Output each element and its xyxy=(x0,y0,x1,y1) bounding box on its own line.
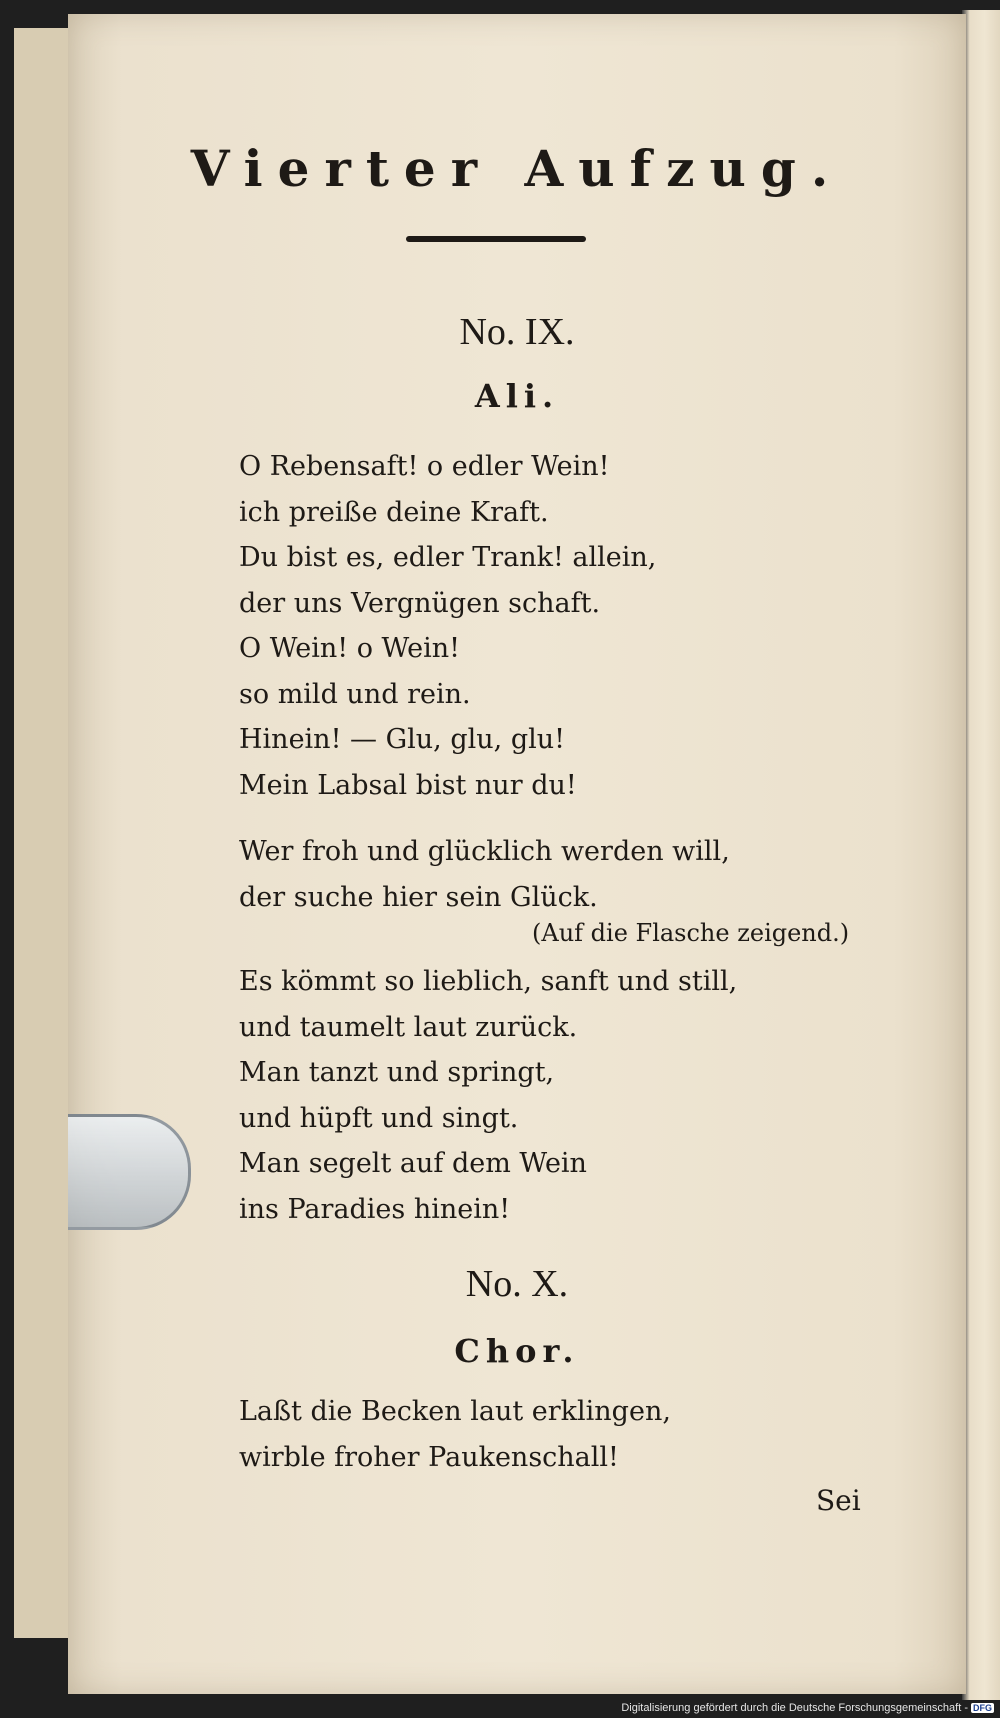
number-heading-x: No. X. xyxy=(465,1263,569,1305)
title-rule xyxy=(406,236,586,242)
book-page xyxy=(68,14,966,1694)
verse-line: ins Paradies hinein! xyxy=(239,1193,511,1225)
page-content xyxy=(68,14,966,1694)
verse-line: Man segelt auf dem Wein xyxy=(239,1148,587,1179)
verse-line: der suche hier sein Glück. xyxy=(239,881,598,913)
verse-chor xyxy=(239,1389,859,1480)
dfg-logo-icon: DFG xyxy=(973,1703,992,1713)
verse-stanza-2a xyxy=(239,829,859,920)
verse-line: und taumelt laut zurück. xyxy=(239,1011,578,1043)
verse-stanza-2b xyxy=(239,959,859,1232)
verse-line: Wer froh und glücklich werden will, xyxy=(239,836,730,867)
facing-page-edge xyxy=(962,10,1000,1700)
stage-direction: (Auf die Flasche zeigend.) xyxy=(532,919,850,947)
speaker-ali: Ali. xyxy=(474,377,560,415)
digitization-footer xyxy=(621,1702,994,1714)
verse-line: Man tanzt und springt, xyxy=(239,1057,555,1088)
verse-line: so mild und rein. xyxy=(239,678,471,710)
catchword: Sei xyxy=(816,1484,861,1517)
act-title: Vierter Aufzug. xyxy=(190,139,844,198)
verse-line: Mein Labsal bist nur du! xyxy=(239,769,577,801)
verse-line: O Rebensaft! o edler Wein! xyxy=(239,451,610,482)
verse-line: wirble froher Paukenschall! xyxy=(239,1441,619,1473)
verse-stanza-1 xyxy=(239,444,859,808)
verse-line: Du bist es, edler Trank! allein, xyxy=(239,542,657,573)
verse-line: ich preiße deine Kraft. xyxy=(239,496,549,528)
footer-text: Digitalisierung gefördert durch die Deutsche Forschungsgemeinschaft - xyxy=(621,1702,968,1714)
speaker-chor: Chor. xyxy=(454,1332,580,1370)
verse-line: und hüpft und singt. xyxy=(239,1102,519,1134)
verse-line: Laßt die Becken laut erklingen, xyxy=(239,1396,671,1427)
verse-line: Es kömmt so lieblich, sanft und still, xyxy=(239,966,738,997)
number-heading-ix: No. IX. xyxy=(459,311,575,353)
verse-line: O Wein! o Wein! xyxy=(239,633,460,664)
verse-line: Hinein! — Glu, glu, glu! xyxy=(239,724,565,755)
verse-line: der uns Vergnügen schaft. xyxy=(239,587,601,619)
